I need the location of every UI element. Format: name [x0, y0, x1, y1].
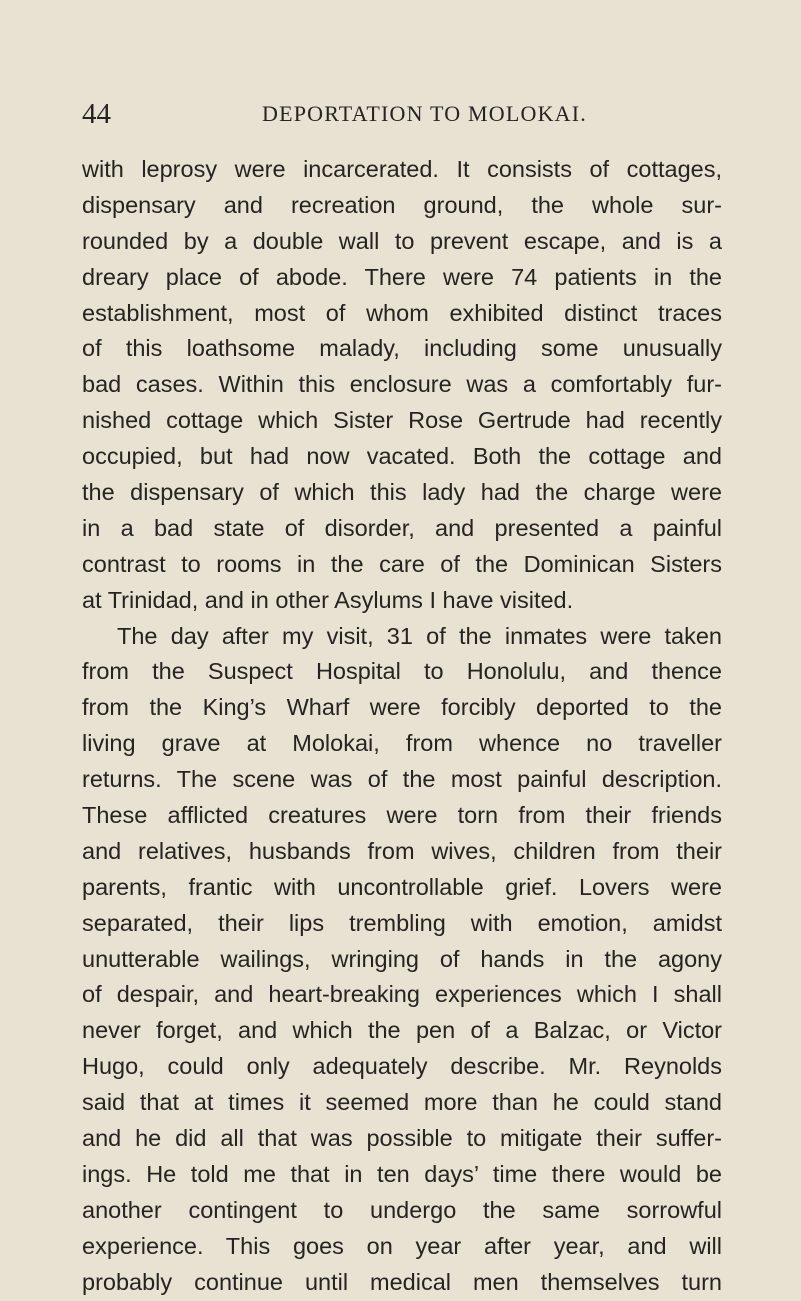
text-line: parents, frantic with uncontrollable grief. Lovers were — [82, 873, 722, 900]
text-line: the dispensary of which this lady had the charge were — [82, 479, 722, 506]
running-head: DEPORTATION TO MOLOKAI. — [262, 101, 587, 126]
text-line: establishment, most of whom exhibited distinct traces — [82, 299, 722, 326]
text-line: from the King’s Wharf were forcibly deported to the — [82, 694, 722, 721]
text-line: in a bad state of disorder, and presented a painful — [82, 514, 722, 541]
body-text — [82, 152, 722, 1301]
text-line: probably continue until medical men themselves turn — [82, 1268, 722, 1295]
text-line: The day after my visit, 31 of the inmates were taken — [117, 622, 722, 649]
text-line: living grave at Molokai, from whence no traveller — [82, 730, 722, 757]
text-line: unutterable wailings, wringing of hands in the agony — [82, 945, 722, 972]
text-line: experience. This goes on year after year, and will — [82, 1232, 722, 1259]
text-line: separated, their lips trembling with emotion, amidst — [82, 909, 722, 936]
text-line: of this loathsome malady, including some unusually — [82, 335, 722, 362]
text-line: rounded by a double wall to prevent escape, and is a — [82, 227, 722, 254]
text-line: returns. The scene was of the most painful description. — [82, 766, 722, 793]
text-line: These afflicted creatures were torn from their friends — [82, 802, 722, 829]
text-line: occupied, but had now vacated. Both the cottage and — [82, 443, 722, 470]
text-line: ings. He told me that in ten days’ time there would be — [82, 1160, 722, 1187]
text-line: contrast to rooms in the care of the Dominican Sisters — [82, 550, 722, 577]
text-line: at Trinidad, and in other Asylums I have visited. — [82, 586, 574, 613]
text-line: bad cases. Within this enclosure was a comfortably fur- — [82, 371, 722, 398]
text-line: and he did all that was possible to mitigate their suffer- — [82, 1125, 722, 1152]
page-header — [82, 94, 722, 134]
text-line: dispensary and recreation ground, the whole sur- — [82, 191, 722, 218]
text-line: dreary place of abode. There were 74 patients in the — [82, 263, 722, 290]
text-line: Hugo, could only adequately describe. Mr. Reynolds — [82, 1053, 722, 1080]
text-line: of despair, and heart-breaking experiences which I shall — [82, 981, 722, 1008]
page-number: 44 — [82, 98, 111, 130]
text-line: with leprosy were incarcerated. It consists of cottages, — [82, 156, 722, 182]
text-line: from the Suspect Hospital to Honolulu, and thence — [82, 658, 722, 685]
text-line: another contingent to undergo the same sorrowful — [82, 1196, 722, 1223]
text-line: said that at times it seemed more than he could stand — [82, 1089, 722, 1116]
text-line: and relatives, husbands from wives, children from their — [82, 837, 722, 864]
text-line: never forget, and which the pen of a Balzac, or Victor — [82, 1017, 722, 1044]
text-line: nished cottage which Sister Rose Gertrude had recently — [82, 407, 722, 434]
